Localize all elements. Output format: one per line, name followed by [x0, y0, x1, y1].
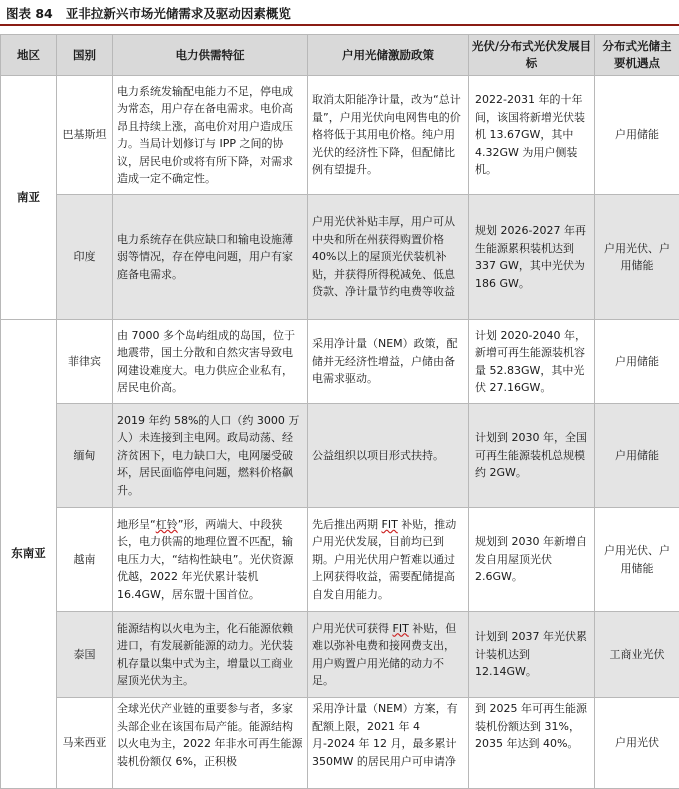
target-cell: 规划到 2030 年新增自发自用屋顶光伏 2.6GW。 — [469, 508, 595, 612]
scene-cell: 户用光伏、户用储能 — [595, 508, 679, 612]
region-south-asia: 南亚 — [1, 76, 57, 320]
table-row — [1, 76, 679, 195]
table-row — [1, 698, 679, 789]
feature-cell: 电力系统存在供应缺口和输电设施薄弱等情况，存在停电问题，用户有家庭备电需求。 — [113, 195, 308, 320]
country-cell: 巴基斯坦 — [57, 76, 113, 195]
country-cell: 缅甸 — [57, 404, 113, 508]
feature-text-b: ”形，两端大、中段狭长，电力供需的地理位置不匹配，输电压力大，“结构性缺电”。光伏资源优越，2022 年光伏累计装机 16.4GW，居东盟十国首位。 — [117, 517, 294, 601]
feature-cell: 由 7000 多个岛屿组成的岛国，位于地震带，国土分散和自然灾害导致电网建设难度大。电力供应企业私有，居民电价高。 — [113, 320, 308, 404]
header-policy: 户用光储激励政策 — [308, 35, 469, 76]
country-cell: 泰国 — [57, 612, 113, 698]
policy-cell: 户用光伏补贴丰厚，用户可从中央和所在州获得购置价格 40%以上的屋顶光伏装机补贴，并获得所得税减免、低息贷款、净计量节约电费等收益 — [308, 195, 469, 320]
header-feature: 电力供需特征 — [113, 35, 308, 76]
scene-cell: 户用光伏 — [595, 698, 679, 789]
policy-cell — [308, 612, 469, 698]
feature-text-a: 地形呈“ — [117, 517, 156, 531]
scene-cell: 工商业光伏 — [595, 612, 679, 698]
feature-cell: 2019 年约 58%的人口（约 3000 万人）未连接到主电网。政局动荡、经济贫困下，电力缺口大，电网屡受破坏，居民面临停电问题，燃料价格飙升。 — [113, 404, 308, 508]
target-cell: 计划到 2037 年光伏累计装机达到 12.14GW。 — [469, 612, 595, 698]
region-southeast-asia: 东南亚 — [1, 320, 57, 789]
policy-text-b: 补贴，推动户用光伏发展，目前均已到期。户用光伏用户暂难以通过上网获得收益，需要配储提高自发自用能力。 — [312, 517, 457, 601]
header-row — [1, 35, 679, 76]
scene-cell: 户用储能 — [595, 404, 679, 508]
feature-cell — [113, 508, 308, 612]
feature-cell: 能源结构以火电为主，化石能源依赖进口，有发展新能源的动力。光伏装机存量以集中式为主，增量以工商业屋顶光伏为主。 — [113, 612, 308, 698]
figure-label: 图表 84 — [6, 6, 53, 21]
target-cell: 规划 2026-2027 年再生能源累积装机达到 337 GW，其中光伏为 186 GW。 — [469, 195, 595, 320]
scene-cell: 户用光伏、户用储能 — [595, 195, 679, 320]
policy-cell: 采用净计量（NEM）方案，有配额上限，2021 年 4 月-2024 年 12 月，最多累计 350MW 的居民用户可申请净 — [308, 698, 469, 789]
figure-title — [6, 4, 291, 22]
scene-cell: 户用储能 — [595, 76, 679, 195]
target-cell: 到 2025 年可再生能源装机份额达到 31%，2035 年达到 40%。 — [469, 698, 595, 789]
table-row — [1, 320, 679, 404]
table-row — [1, 195, 679, 320]
feature-quote: 杠铃 — [155, 517, 178, 531]
country-cell: 菲律宾 — [57, 320, 113, 404]
header-country: 国别 — [57, 35, 113, 76]
policy-text-a: 先后推出两期 — [312, 517, 382, 531]
header-region: 地区 — [1, 35, 57, 76]
table-row — [1, 404, 679, 508]
target-cell: 2022-2031 年的十年间，该国将新增光伏装机 13.67GW，其中 4.32GW 为用户侧装机。 — [469, 76, 595, 195]
overview-table — [0, 34, 679, 789]
country-cell: 印度 — [57, 195, 113, 320]
policy-cell — [308, 508, 469, 612]
feature-cell: 电力系统发输配电能力不足，停电成为常态，用户存在备电需求。电价高昂且持续上涨，高电价对用户造成压力。当局计划修订与 IPP 之间的协议，居民电价或将有所下降，对需求造成一定不确定性。 — [113, 76, 308, 195]
feature-cell: 全球光伏产业链的重要参与者，多家头部企业在该国布局产能。能源结构以火电为主，2022 年非水可再生能源装机份额仅 6%，正积极 — [113, 698, 308, 789]
policy-text-a: 户用光伏可获得 — [312, 621, 393, 635]
policy-fit: FIT — [392, 621, 409, 635]
policy-fit: FIT — [381, 517, 398, 531]
policy-cell: 取消太阳能净计量，改为“总计量”，户用光伏向电网售电的价格将低于其用电价格。纯户用光伏的经济性下降，但配储比例有望提升。 — [308, 76, 469, 195]
scene-cell: 户用储能 — [595, 320, 679, 404]
figure-caption: 亚非拉新兴市场光储需求及驱动因素概览 — [65, 6, 291, 21]
policy-cell: 采用净计量（NEM）政策，配储并无经济性增益，户储由备电需求驱动。 — [308, 320, 469, 404]
country-cell: 越南 — [57, 508, 113, 612]
policy-cell: 公益组织以项目形式扶持。 — [308, 404, 469, 508]
policy-text-b: 补贴，但难以弥补电费和接网费支出，用户购置户用光储的动力不足。 — [312, 621, 457, 687]
target-cell: 计划到 2030 年，全国可再生能源装机总规模约 2GW。 — [469, 404, 595, 508]
figure-title-bar — [0, 0, 679, 26]
header-scene: 分布式光储主要机遇点 — [595, 35, 679, 76]
table-row — [1, 508, 679, 612]
country-cell: 马来西亚 — [57, 698, 113, 789]
header-target: 光伏/分布式光伏发展目标 — [469, 35, 595, 76]
table-row — [1, 612, 679, 698]
target-cell: 计划 2020-2040 年，新增可再生能源装机容量 52.83GW，其中光伏 27.16GW。 — [469, 320, 595, 404]
